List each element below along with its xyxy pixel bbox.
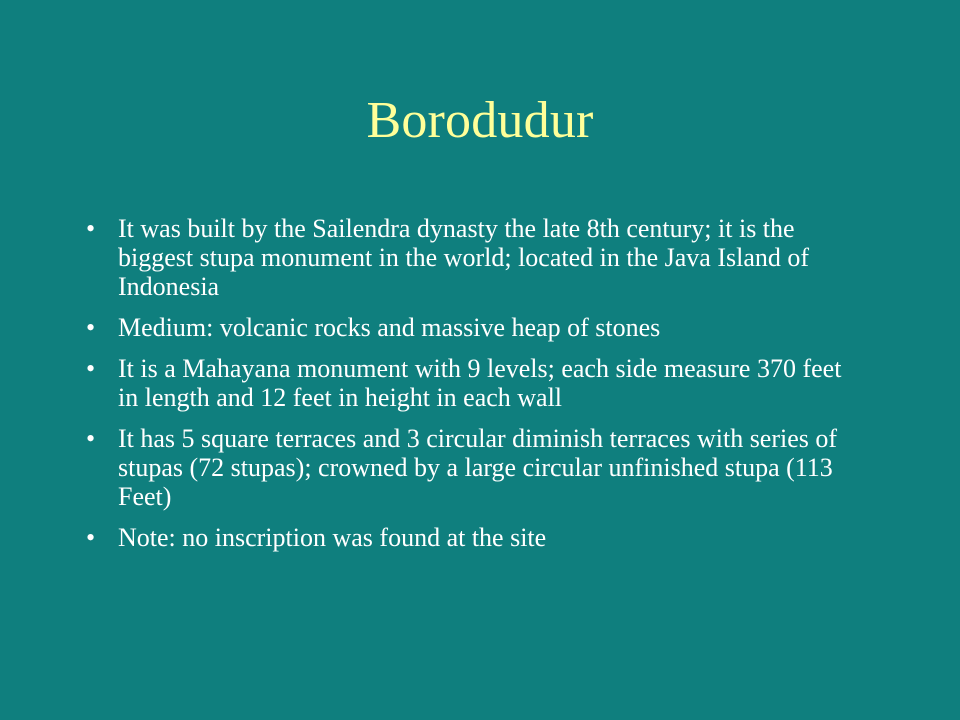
bullet-item xyxy=(86,313,856,342)
bullet-icon: • xyxy=(86,424,96,453)
bullet-icon: • xyxy=(86,523,96,552)
bullet-list xyxy=(86,214,856,564)
slide-title: Borodudur xyxy=(366,92,594,149)
bullet-item xyxy=(86,354,856,412)
bullet-text: Medium: volcanic rocks and massive heap of stones xyxy=(118,313,661,342)
bullet-icon: • xyxy=(86,214,96,243)
bullet-item xyxy=(86,214,856,301)
bullet-item xyxy=(86,523,856,552)
bullet-item xyxy=(86,424,856,511)
bullet-text: It was built by the Sailendra dynasty the late 8th century; it is the biggest stupa monument in the world; located in the Java Island of Indonesia xyxy=(118,214,810,301)
bullet-text: It has 5 square terraces and 3 circular diminish terraces with series of stupas (72 stupas); crowned by a large circular unfinished stupa (113 Feet) xyxy=(118,424,838,511)
bullet-icon: • xyxy=(86,313,96,342)
bullet-icon: • xyxy=(86,354,96,383)
bullet-text: It is a Mahayana monument with 9 levels; each side measure 370 feet in length and 12 feet in height in each wall xyxy=(118,354,842,412)
bullet-text: Note: no inscription was found at the site xyxy=(118,523,547,552)
